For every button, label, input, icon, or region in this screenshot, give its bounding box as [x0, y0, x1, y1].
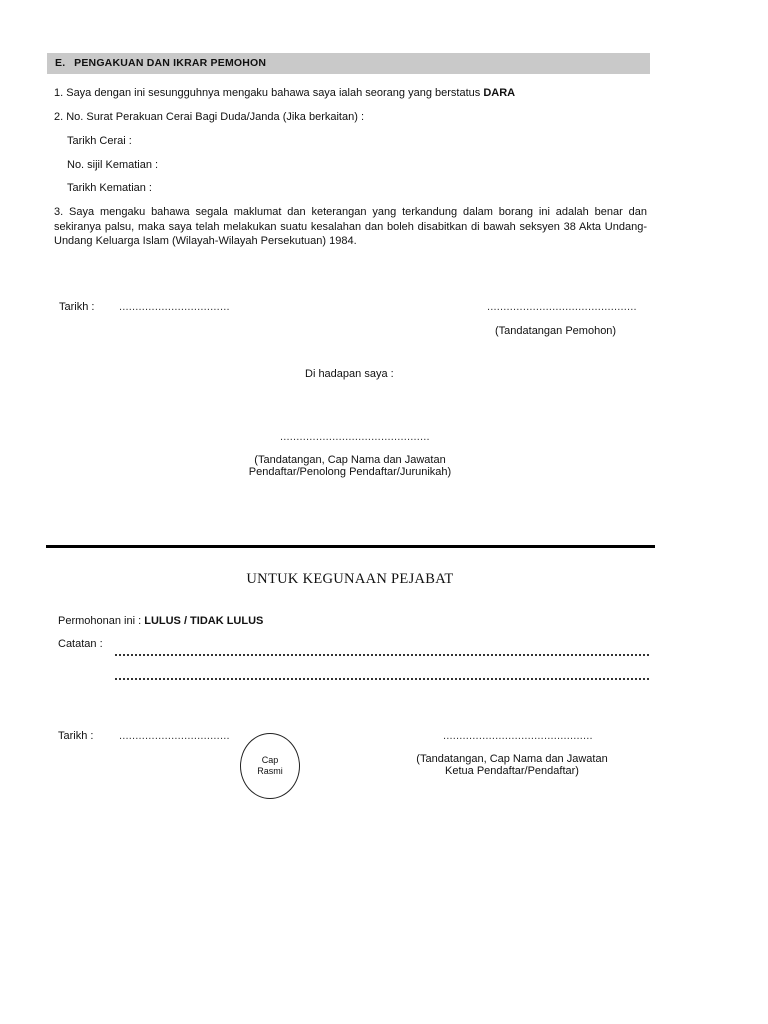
field-tarikh-kematian: Tarikh Kematian :: [67, 182, 152, 194]
field-tarikh-cerai: Tarikh Cerai :: [67, 135, 132, 147]
witness-caption-line1: (Tandatangan, Cap Nama dan Jawatan: [254, 454, 446, 466]
applicant-date-line[interactable]: ..................................: [119, 301, 230, 313]
applicant-signature-caption: (Tandatangan Pemohon): [495, 325, 617, 337]
applicant-signature-line[interactable]: ..............................................: [487, 301, 637, 313]
witness-label: Di hadapan saya :: [305, 368, 394, 380]
office-signature-caption: [392, 753, 632, 777]
official-stamp-circle: [240, 733, 300, 799]
marital-status: DARA: [483, 87, 516, 99]
section-title: PENGAKUAN DAN IKRAR PEMOHON: [74, 57, 267, 69]
office-caption-line1: (Tandatangan, Cap Nama dan Jawatan: [416, 753, 608, 765]
office-date-label: Tarikh :: [58, 730, 94, 742]
field-no-sijil-kematian: No. sijil Kematian :: [67, 159, 159, 171]
office-date-line[interactable]: ..................................: [119, 730, 230, 742]
office-caption-line2: Ketua Pendaftar/Pendaftar): [445, 765, 579, 777]
section-divider: [46, 545, 655, 548]
witness-caption: [230, 454, 470, 478]
declaration-item-2: 2. No. Surat Perakuan Cerai Bagi Duda/Janda (Jika berkaitan) :: [54, 111, 364, 123]
application-status-label: Permohonan ini :: [58, 615, 145, 627]
declaration-item-1: [54, 87, 515, 99]
stamp-text-rasmi: Rasmi: [257, 766, 283, 776]
office-use-title: UNTUK KEGUNAAN PEJABAT: [246, 571, 454, 587]
witness-signature-line[interactable]: ..............................................: [280, 431, 430, 443]
application-status-options[interactable]: LULUS / TIDAK LULUS: [144, 615, 264, 627]
catatan-line-1[interactable]: [115, 654, 649, 656]
section-letter: E.: [55, 57, 66, 69]
application-status-row: [58, 615, 263, 627]
office-signature-line[interactable]: ..............................................: [443, 730, 593, 742]
section-header: [47, 53, 650, 74]
applicant-date-label: Tarikh :: [59, 301, 95, 313]
declaration-item-3: 3. Saya mengaku bahawa segala maklumat dan keterangan yang terkandung dalam borang ini adalah benar dan sekiranya palsu, maka saya telah melakukan suatu kesalahan dan boleh disabitkan di bawah seksyen 38 Akta Undang-Undang Keluarga Islam (Wilayah-Wilayah Persekutuan) 1984.: [54, 206, 647, 247]
witness-caption-line2: Pendaftar/Penolong Pendaftar/Jurunikah): [248, 466, 452, 478]
catatan-label: Catatan :: [58, 638, 103, 650]
catatan-line-2[interactable]: [115, 678, 649, 680]
item1-text: 1. Saya dengan ini sesungguhnya mengaku bahawa saya ialah seorang yang berstatus: [54, 87, 484, 99]
stamp-text-cap: Cap: [261, 755, 279, 765]
